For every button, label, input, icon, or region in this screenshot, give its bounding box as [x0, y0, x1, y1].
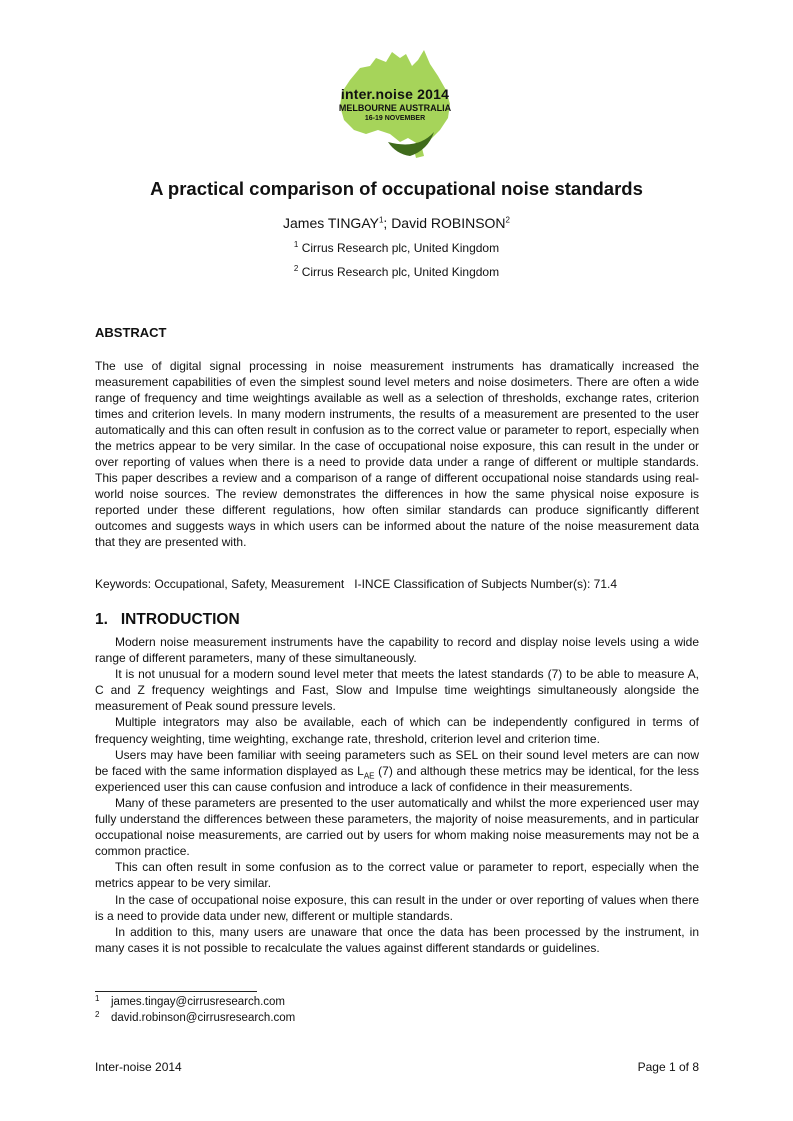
affiliation-2 — [0, 265, 793, 279]
intro-p4-subscript: AE — [363, 771, 375, 781]
intro-paragraph-6: This can often result in some confusion as to the correct value or parameter to report, especially when the metrics appear to be very similar. — [95, 860, 699, 891]
keywords-label: Keywords: Occupational, Safety, Measurement — [95, 577, 345, 591]
footer-page-number: Page 1 of 8 — [637, 1060, 699, 1074]
intro-paragraph-2: It is not unusual for a modern sound level meter that meets the latest standards (7) to be able to measure A, C and Z frequency weightings and Fast, Slow and Impulse time weightings simultaneously alongside the measurement of Peak sound pressure levels. — [95, 667, 699, 714]
intro-paragraph-5: Many of these parameters are presented to the user automatically and whilst the more experienced user may fully understand the differences between these parameters, the majority of noise measurements, and in particular occupational noise measurements, are carried out by users for whom making noise measurements may not be a common practice. — [95, 795, 699, 859]
author-line — [0, 215, 793, 231]
author-separator: ; — [383, 215, 392, 231]
author-1: James TINGAY — [283, 215, 379, 231]
logo-dates: 16-19 NOVEMBER — [364, 115, 426, 122]
logo-city: MELBOURNE AUSTRALIA — [338, 103, 452, 113]
intro-p4-after: (7) and although these metrics may be identical, for the less experienced user this can cause confusion and introduce a lack of confidence in their measurements. — [95, 763, 699, 794]
intro-paragraph-7: In the case of occupational noise exposure, this can result in the under or over reporting of values when there is a need to provide data under new, different or multiple standards. — [95, 892, 699, 923]
footnote-2-email[interactable]: david.robinson@cirrusresearch.com — [111, 1012, 296, 1024]
footnote-1-mark: 1 — [95, 994, 100, 1003]
intro-paragraph-8: In addition to this, many users are unaware that once the data has been processed by the instrument, in many cases it is not possible to recalculate the values against different standards or guidelines. — [95, 924, 699, 955]
paper-title: A practical comparison of occupational noise standards — [150, 178, 643, 199]
ince-classification: I-INCE Classification of Subjects Number(s): 71.4 — [354, 577, 618, 591]
section-number: 1. — [95, 611, 108, 628]
intro-paragraph-1: Modern noise measurement instruments have the capability to record and display noise levels using a wide range of different parameters, many of these simultaneously. — [95, 635, 699, 666]
footer-conference: Inter-noise 2014 — [95, 1060, 182, 1074]
section-title: INTRODUCTION — [120, 611, 240, 628]
affiliation-1-mark: 1 — [293, 240, 299, 249]
logo-title: inter.noise 2014 — [340, 86, 450, 102]
author-2-mark: 2 — [505, 215, 510, 225]
affiliation-1-text: Cirrus Research plc, United Kingdom — [301, 241, 500, 255]
affiliation-2-text: Cirrus Research plc, United Kingdom — [301, 265, 500, 279]
section-heading-introduction — [95, 611, 240, 629]
abstract-body: The use of digital signal processing in noise measurement instruments has dramatically increased the measurement capabilities of even the simplest sound level meters and noise dosimeters. There are often a wide range of frequency and time weightings available as well as a selection of thresholds, exchange rates, criterion times and criterion levels. In many modern instruments, the results of a measurement are presented to the user automatically and this can often result in confusion as to the correct value or parameter to report, especially when the metrics appear to be very similar. In the case of occupational noise exposure, this can result in the under or over reporting of values when there is a need to provide data under a range of different or multiple standards. This paper describes a review and a comparison of a range of different occupational noise standards using real-world noise sources. The review demonstrates the differences in how the same physical noise exposure is reported under these different regulations, how often similar standards can produce significantly different outcomes and suggests ways in which users can be informed about the nature of the noise measurement data that they are presented with. — [95, 359, 699, 549]
keywords-line — [95, 577, 715, 591]
intro-paragraph-3: Multiple integrators may also be available, each of which can be independently configured in terms of frequency weighting, time weighting, exchange rate, threshold, criterion level and criterion time. — [95, 715, 699, 746]
affiliation-1 — [0, 241, 793, 255]
footnote-divider — [95, 991, 257, 992]
introduction-body — [95, 634, 699, 956]
footnote-1-email[interactable]: james.tingay@cirrusresearch.com — [111, 996, 286, 1008]
footnote-2-mark: 2 — [95, 1010, 100, 1019]
affiliation-2-mark: 2 — [293, 264, 299, 273]
intro-paragraph-4 — [95, 747, 699, 795]
intro-p4-before: Users may have been familiar with seeing parameters such as SEL on their sound level meters are can now be faced with the same information displayed as L — [95, 747, 699, 778]
author-2: David ROBINSON — [391, 215, 506, 231]
author-1-mark: 1 — [378, 215, 384, 225]
conference-logo — [330, 46, 460, 168]
footnote-2 — [95, 1012, 295, 1024]
footnote-1 — [95, 996, 285, 1008]
abstract-heading: ABSTRACT — [95, 325, 167, 340]
